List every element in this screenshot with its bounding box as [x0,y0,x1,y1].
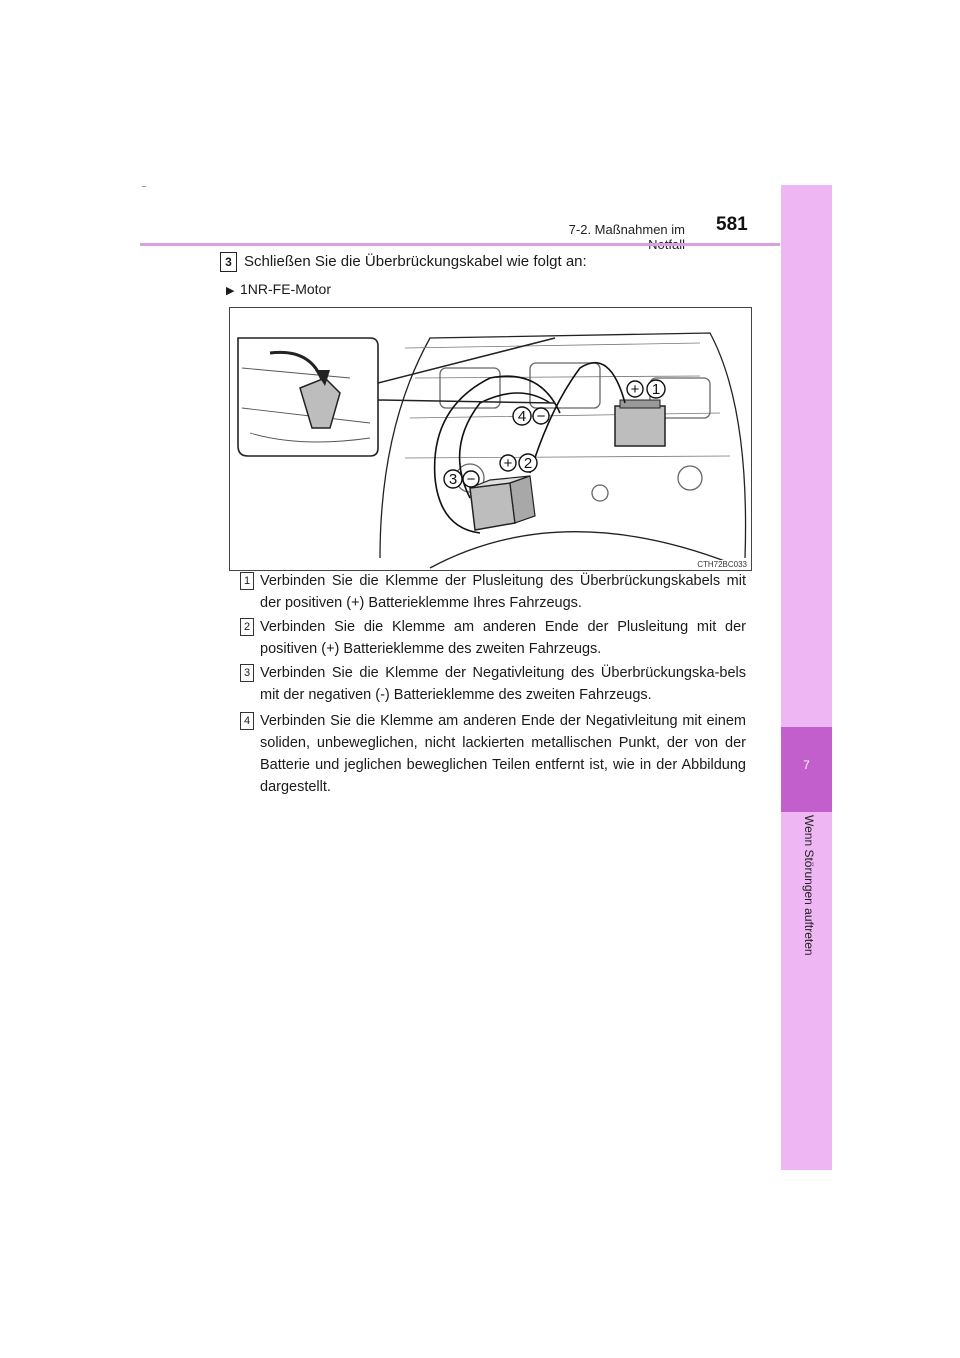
minus-sign-4: − [536,408,546,425]
plus-sign-1: + [630,381,640,398]
step-num: 1 [240,572,254,590]
callout-3: 3 [448,471,458,488]
callout-2: 2 [523,455,533,472]
triangle-bullet-icon: ▶ [226,285,235,297]
engine-label: 1NR-FE-Motor [240,281,332,297]
step-num: 2 [240,618,254,636]
step-num: 4 [240,712,254,730]
section-title: 7-2. Maßnahmen im [568,222,685,237]
step-num: 3 [240,664,254,682]
step-number-box: 3 [220,252,237,272]
page-number: 581 [716,214,748,235]
step-text: Verbinden Sie die Klemme am anderen Ende der Plusleitung mit der positiven (+) Batterieklemme des zweiten Fahrzeugs. [260,619,746,657]
chapter-number: 7 [803,758,810,772]
callout-1: 1 [651,381,661,398]
step-item-3 [240,662,746,706]
step-item-2 [240,616,746,660]
step-item-4 [240,710,746,798]
header-rule [140,243,780,246]
step-text: Verbinden Sie die Klemme der Plusleitung des Überbrückungskabels mit der positiven (+) Batterieklemme Ihres Fahrzeugs. [260,573,746,611]
step-item-1 [240,570,746,614]
jump-start-illustration [229,307,752,571]
chapter-title: Wenn Störungen auftreten [802,815,816,956]
callout-4: 4 [517,408,527,425]
step-text: Verbinden Sie die Klemme der Negativleitung des Überbrückungska-bels mit der negativen (-) Batterieklemme des zweiten Fahrzeugs. [260,665,746,703]
crop-mark [142,186,146,187]
engine-bullet [226,281,331,297]
step-text: Verbinden Sie die Klemme am anderen Ende der Negativleitung mit einem soliden, unbeweglichen, nicht lackierten metallischen Punkt, der von der Batterie und jeglichen beweglichen Teilen entfernt ist, wie in der Abbildung dargestellt. [260,713,746,795]
figure-code: CTH72BC033 [697,560,747,569]
intro-text: Schließen Sie die Überbrückungskabel wie folgt an: [244,253,587,270]
engine-bay-drawing [230,308,751,570]
plus-sign-2: + [503,455,513,472]
minus-sign-3: − [466,471,476,488]
